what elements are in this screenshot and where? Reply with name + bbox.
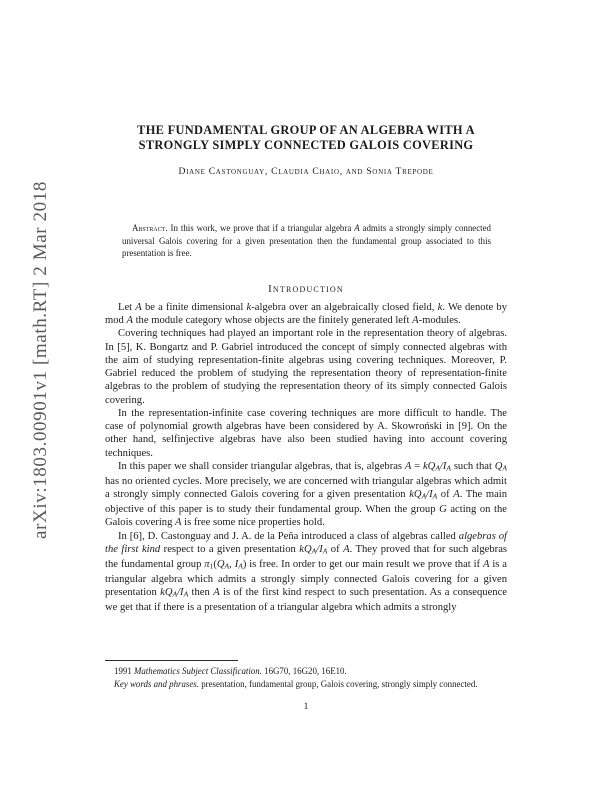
footnote-block bbox=[105, 660, 507, 690]
paper-title-line2: STRONGLY SIMPLY CONNECTED GALOIS COVERING bbox=[138, 137, 474, 152]
footnote-keywords: Key words and phrases. presentation, fundamental group, Galois covering, strongly simply connected. bbox=[114, 678, 478, 689]
paragraph: Let A be a finite dimensional k-algebra over an algebraically closed field, k. We denote by mod A the module category whose objects are the finitely generated left A-modules. bbox=[105, 301, 507, 327]
introduction-body bbox=[105, 301, 507, 614]
footnote-rule bbox=[105, 660, 238, 661]
footnote-msc: 1991 Mathematics Subject Classification. 16G70, 16G20, 16E10. bbox=[114, 666, 347, 676]
arxiv-watermark: arXiv:1803.00901v1 [math.RT] 2 Mar 2018 bbox=[30, 181, 51, 539]
paragraph: In this paper we shall consider triangular algebras, that is, algebras A = kQA/IA such that QA has no oriented cycles. More precisely, we are concerned with triangular algebras which admit a strongly simply connected Galois covering for a given presentation kQA/IA of A. The main objective of this paper is to study their fundamental group. When the group G acting on the Galois covering A is free some nice properties hold. bbox=[105, 460, 508, 529]
paper-title bbox=[105, 123, 507, 152]
authors-line: Diane Castonguay, Claudia Chaio, and Sonia Trepode bbox=[178, 166, 434, 178]
paragraph: Covering techniques had played an important role in the representation theory of algebras. In [5], K. Bongartz and P. Gabriel introduced the concept of simply connected algebras with the aim of studying representation-finite algebras using covering techniques. Moreover, P. Gabriel reduced the problem of studying the representation theory of representation-finite algebras to the problem of studying the representation theory of its simply connected Galois covering. bbox=[105, 328, 507, 406]
paragraph: In the representation-infinite case covering techniques are more difficult to handle. The case of polynomial growth algebras have been considered by A. Skowroński in [9]. On the other hand, selfinjective algebras have also been studied having into account covering techniques. bbox=[105, 407, 507, 459]
abstract: Abstract. In this work, we prove that if a triangular algebra A admits a strongly simply connected universal Galois covering for a given presentation then the fundamental group associated to this presentation is free. bbox=[122, 223, 491, 259]
paper-title-line1: THE FUNDAMENTAL GROUP OF AN ALGEBRA WITH A bbox=[137, 123, 475, 137]
paragraph: In [6], D. Castonguay and J. A. de la Peña introduced a class of algebras called algebras of the first kind respect to a given presentation kQA/IA of A. They proved that for such algebras the fundamental group π1(QA, IA) is free. In order to get our main result we prove that if A is a triangular algebra which admits a strongly simply connected Galois covering for a given presentation kQA/IA then A is of the first kind respect to such presentation. As a consequence we get that if there is a presentation of a triangular algebra which admits a strongly bbox=[105, 530, 508, 613]
paper-content bbox=[105, 0, 507, 614]
section-heading-introduction: Introduction bbox=[268, 282, 344, 295]
page-number: 1 bbox=[303, 702, 309, 712]
